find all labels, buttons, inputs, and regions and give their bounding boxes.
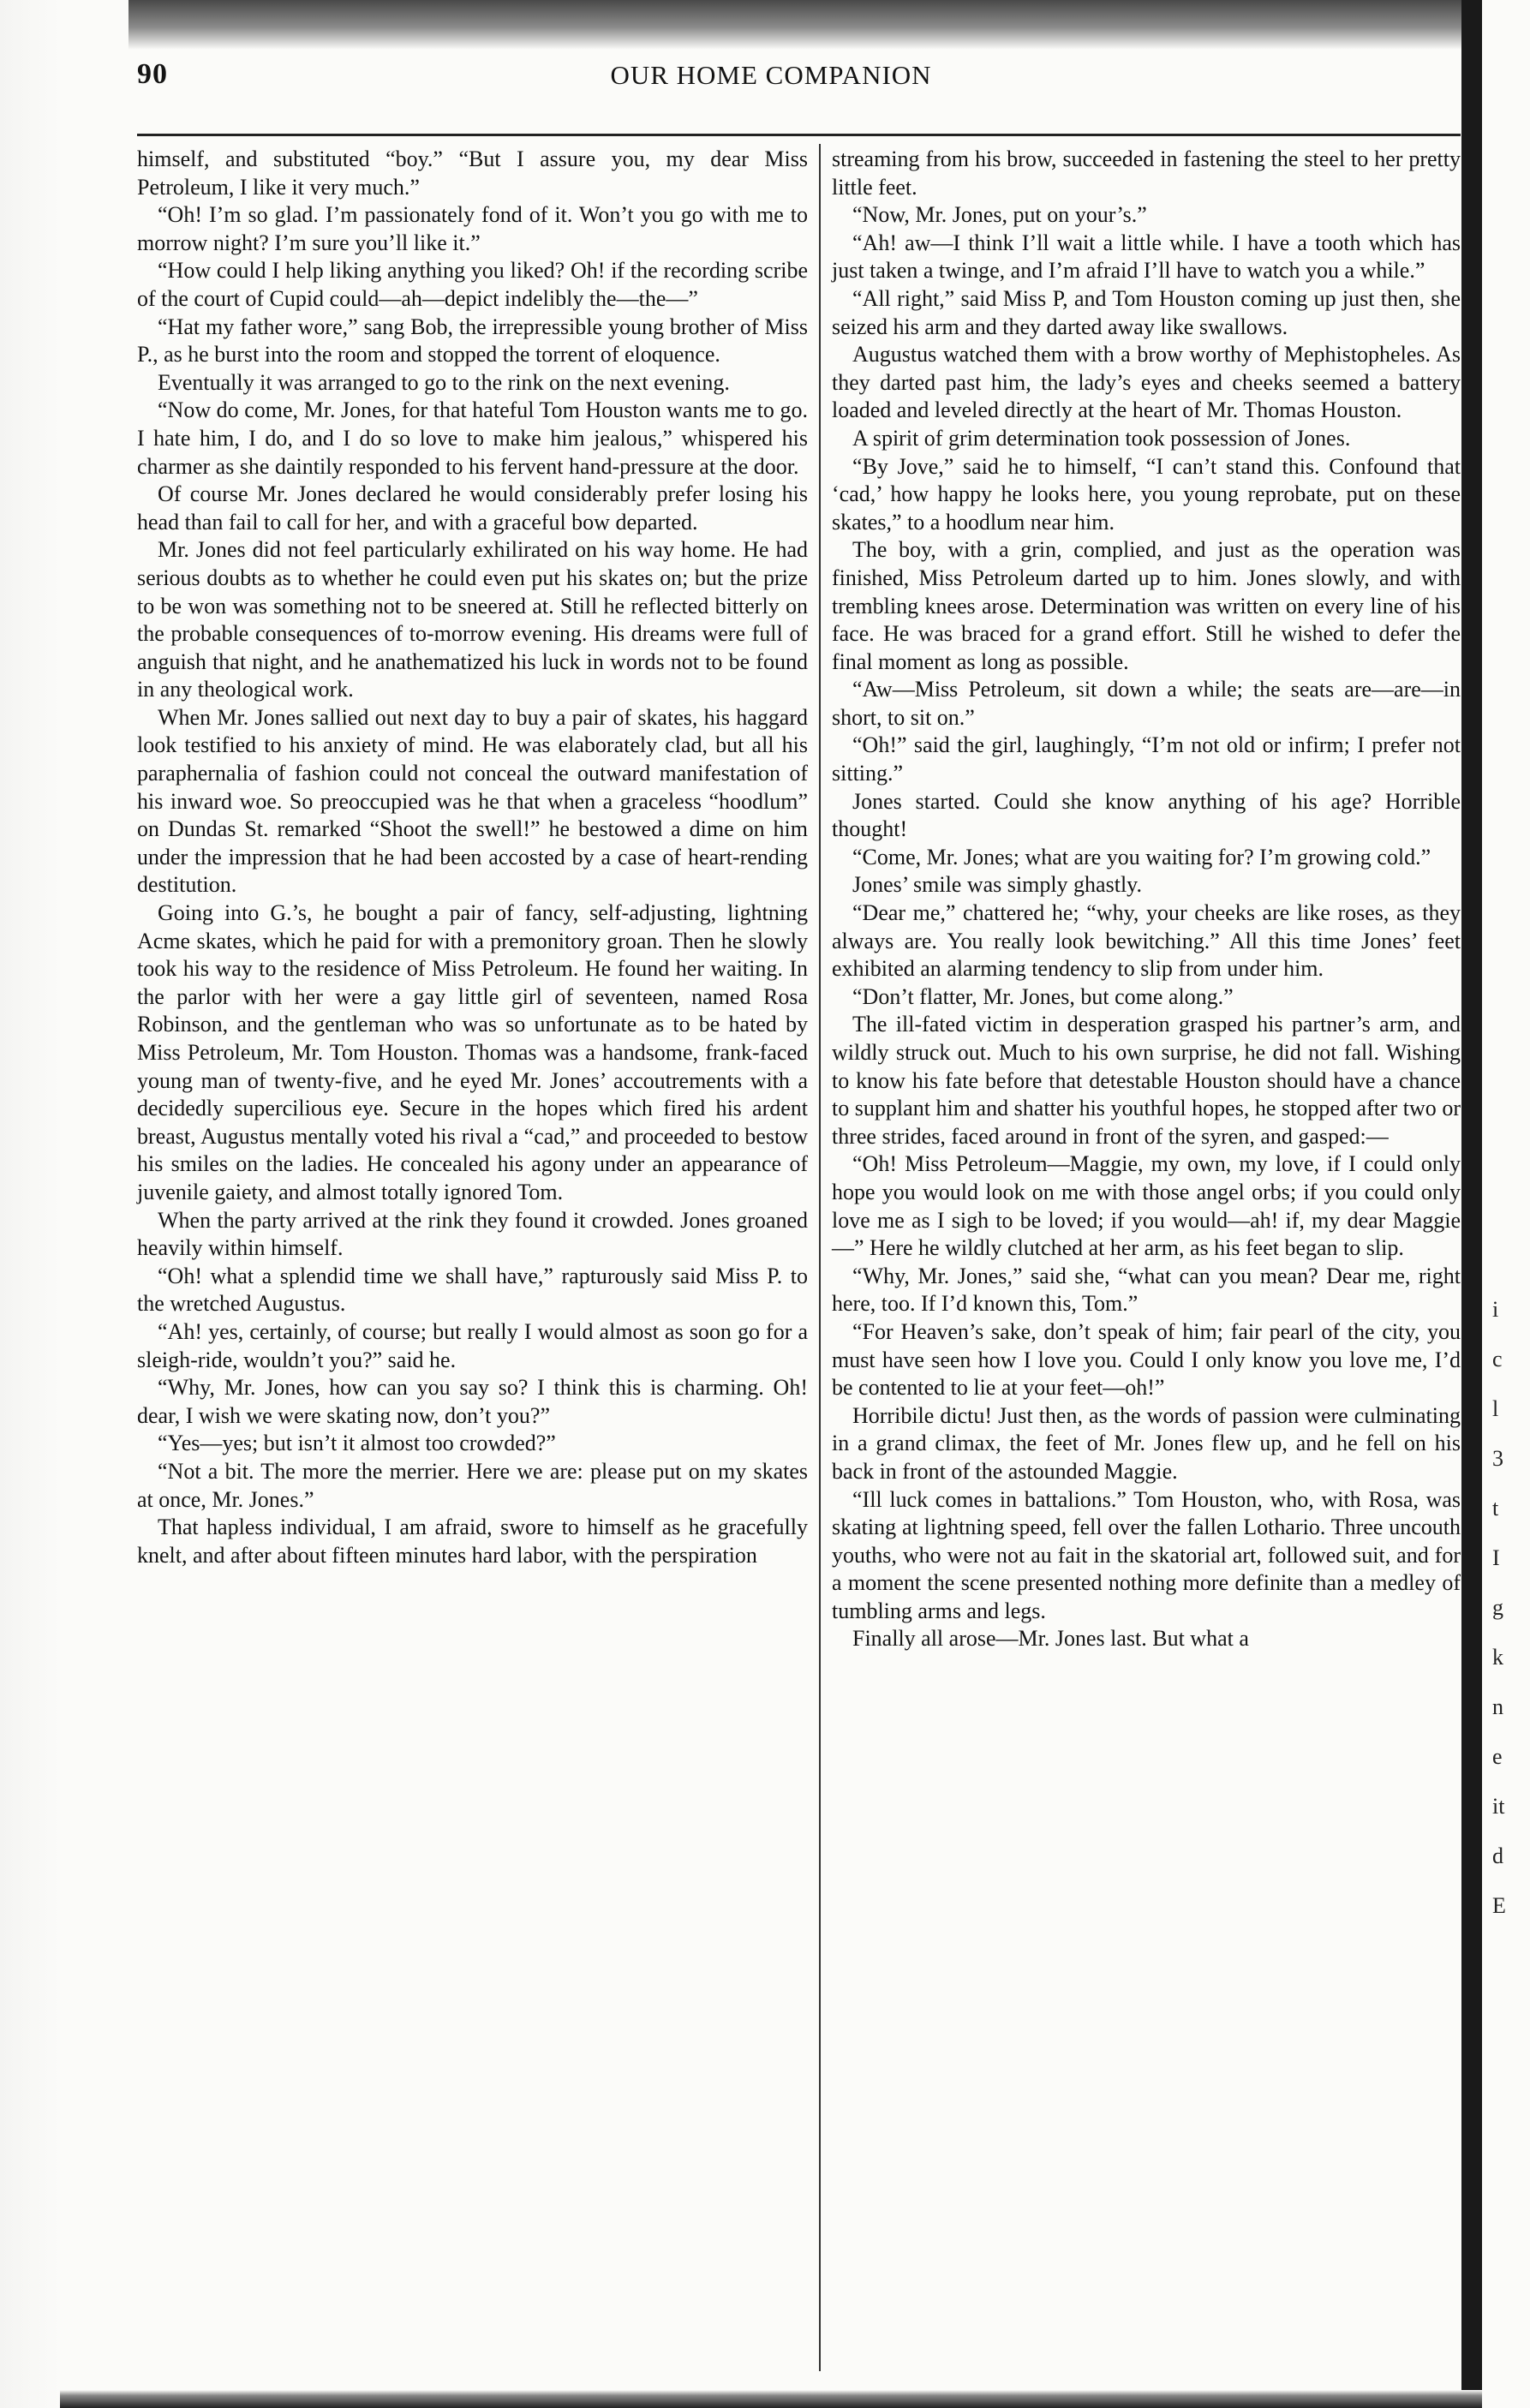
paragraph: Horribile dictu! Just then, as the words of passion were culminating in a grand climax, the feet of Mr. Jones flew up, and he fell on his back in front of the astounded Maggie. [832,1402,1461,1484]
margin-fragment: d [1492,1843,1503,1868]
paragraph: Mr. Jones did not feel particularly exhilirated on his way home. He had serious doubts as to whether he could even put his skates on; but the prize to be won was something not to be sneered at. Still he reflected bitterly on the probable consequences of to-morrow evening. His dreams were full of anguish that night, and he anathematized his luck in words not to be found in any theological work. [137,537,808,702]
paragraph: “Ill luck comes in battalions.” Tom Houston, who, with Rosa, was skating at lightning speed, fell over the fallen Lothario. Three uncouth youths, who were not au fait in the skatorial art, followed suit, and for a moment the scene presented nothing more definite than a medley of tumbling arms and legs. [832,1486,1461,1623]
paragraph: Going into G.’s, he bought a pair of fancy, self-adjusting, lightning Acme skates, which he paid for with a premonitory groan. Then he slowly took his way to the residence of Miss Petroleum. He found her waiting. In the parlor with her were a gay little girl of seventeen, named Rosa Robinson, and the gentleman who was so unfortunate as to be hated by Miss Petroleum, Mr. Tom Houston. Thomas was a handsome, frank-faced young man of twenty-five, and he eyed Mr. Jones’ accoutrements with a decidedly supercilious eye. Secure in the hopes which fired his ardent breast, Augustus mentally voted his rival a “cad,” and proceeded to bestow his smiles on the ladies. He concealed his agony under an appearance of juvenile gaiety, and almost totally ignored Tom. [137,900,808,1204]
page-number: 90 [137,58,168,90]
paragraph: “Aw—Miss Petroleum, sit down a while; the seats are—are—in short, to sit on.” [832,677,1461,730]
margin-fragment: i [1492,1297,1499,1322]
paragraph: The ill-fated victim in desperation grasped his partner’s arm, and wildly struck out. Much to his own surprise, he did not fall. Wishing to know his fate before that detestable Houston should have a chance to supplant him and shatter his youthful hopes, he stopped after two or three strides, faced around in front of the syren, and gasped:— [832,1012,1461,1149]
paragraph: A spirit of grim determination took possession of Jones. [852,425,1351,451]
paragraph: When Mr. Jones sallied out next day to buy a pair of skates, his haggard look testified to his anxiety of mind. He was elaborately clad, but all his paraphernalia of fashion could not conceal the outward manifestation of his inward woe. So preoccupied was he that when a graceless “hoodlum” on Dundas St. remarked “Shoot the swell!” he bestowed a dime on him under the impression that he had been accosted by a case of heart-rending destitution. [137,704,808,898]
paragraph: Jones started. Could she know anything of his age? Horrible thought! [832,788,1461,842]
left-column [137,146,808,1569]
paragraph: “Come, Mr. Jones; what are you waiting for? I’m growing cold.” [852,844,1431,869]
paragraph: When the party arrived at the rink they found it crowded. Jones groaned heavily within himself. [137,1207,808,1261]
paragraph: “Don’t flatter, Mr. Jones, but come along.” [852,983,1234,1009]
margin-fragment: c [1492,1347,1503,1371]
margin-fragment: E [1492,1893,1506,1918]
adjacent-page-fragments [1492,1285,1527,1931]
paragraph: “Ah! aw—I think I’ll wait a little while. I have a tooth which has just taken a twinge, and I’m afraid I’ll have to watch you a while.” [832,230,1461,284]
paragraph: “Yes—yes; but isn’t it almost too crowded?” [158,1431,556,1456]
paragraph: “Hat my father wore,” sang Bob, the irrepressible young brother of Miss P., as he burst into the room and stopped the torrent of eloquence. [137,314,808,367]
paragraph: “For Heaven’s sake, don’t speak of him; fair pearl of the city, you must have seen how I love you. Could I only know you love me, I’d be contented to lie at your feet—oh!” [832,1318,1461,1401]
paragraph: “Oh! I’m so glad. I’m passionately fond of it. Won’t you go with me to morrow night? I’m sure you’ll like it.” [137,202,808,255]
scan-right-shadow [1461,0,1482,2408]
margin-fragment: 3 [1492,1446,1503,1471]
header-rule [137,134,1461,136]
page-left-edge [0,0,60,2408]
paragraph: Finally all arose—Mr. Jones last. But what a [852,1626,1249,1652]
paragraph: “Now do come, Mr. Jones, for that hateful Tom Houston wants me to go. I hate him, I do, and I do so love to make him jealous,” whispered his charmer as she daintily responded to his fervent hand-pressure at the door. [137,397,808,479]
paragraph: Eventually it was arranged to go to the rink on the next evening. [158,369,730,395]
paragraph: “How could I help liking anything you liked? Oh! if the recording scribe of the court of Cupid could—ah—depict indelibly the—the—” [137,258,808,311]
paragraph: Augustus watched them with a brow worthy of Mephistopheles. As they darted past him, the lady’s eyes and cheeks seemed a battery loaded and leveled directly at the heart of Mr. Thomas Houston. [832,342,1461,423]
paragraph: “Why, Mr. Jones, how can you say so? I think this is charming. Oh! dear, I wish we were skating now, don’t you?” [137,1375,808,1428]
paragraph: That hapless individual, I am afraid, swore to himself as he gracefully knelt, and after about fifteen minutes hard labor, with the perspiration [137,1515,808,1568]
paragraph: streaming from his brow, succeeded in fastening the steel to her pretty little feet. [832,146,1461,200]
paragraph: The boy, with a grin, complied, and just as the operation was finished, Miss Petroleum darted up to him. Jones slowly, and with trembling knees arose. Determination was written on every line of his face. He was braced for a grand effort. Still he wished to defer the final moment as long as possible. [832,537,1461,674]
paragraph: “Why, Mr. Jones,” said she, “what can you mean? Dear me, right here, too. If I’d known this, Tom.” [832,1263,1461,1317]
paragraph: “Ah! yes, certainly, of course; but really I would almost as soon go for a sleigh-ride, wouldn’t you?” said he. [137,1318,808,1372]
margin-fragment: k [1492,1645,1503,1670]
margin-fragment: g [1492,1595,1503,1620]
paragraph: “Dear me,” chattered he; “why, your cheeks are like roses, as they always are. You really look bewitching.” All this time Jones’ feet exhibited an alarming tendency to slip from under him. [832,900,1461,982]
paragraph: “Oh! Miss Petroleum—Maggie, my own, my love, if I could only hope you would look on me with those angel orbs; if you could only love me as I sigh to be loved; if you would—ah! if, my dear Maggie—” Here he wildly clutched at her arm, as his feet began to slip. [832,1151,1461,1261]
paragraph: “Now, Mr. Jones, put on your’s.” [852,202,1147,228]
margin-fragment: I [1492,1545,1500,1570]
paragraph: “All right,” said Miss P, and Tom Houston coming up just then, she seized his arm and they darted away like swallows. [832,285,1461,339]
column-divider [819,144,821,2371]
margin-fragment: n [1492,1694,1503,1719]
margin-fragment: t [1492,1496,1499,1521]
paragraph: “Oh! what a splendid time we shall have,” rapturously said Miss P. to the wretched Augustus. [137,1263,808,1317]
running-title: OUR HOME COMPANION [610,60,932,90]
paragraph: Jones’ smile was simply ghastly. [852,872,1142,898]
paragraph: himself, and substituted “boy.” “But I assure you, my dear Miss Petroleum, I like it very much.” [137,146,808,200]
right-column [832,146,1461,1653]
adjacent-page-strip [1482,0,1530,2408]
scan-top-shadow [128,0,1482,50]
paragraph: “Not a bit. The more the merrier. Here we are: please put on my skates at once, Mr. Jones.” [137,1458,808,1512]
paragraph: “Oh!” said the girl, laughingly, “I’m not old or infirm; I prefer not sitting.” [832,732,1461,786]
margin-fragment: e [1492,1744,1503,1769]
margin-fragment: l [1492,1396,1499,1421]
margin-fragment: it [1492,1794,1505,1819]
paragraph: Of course Mr. Jones declared he would considerably prefer losing his head than fail to call for her, and with a graceful bow departed. [137,481,808,535]
paragraph: “By Jove,” said he to himself, “I can’t stand this. Confound that ‘cad,’ how happy he looks here, you young reprobate, put on these skates,” to a hoodlum near him. [832,453,1461,535]
scan-bottom-shadow [60,2390,1482,2408]
